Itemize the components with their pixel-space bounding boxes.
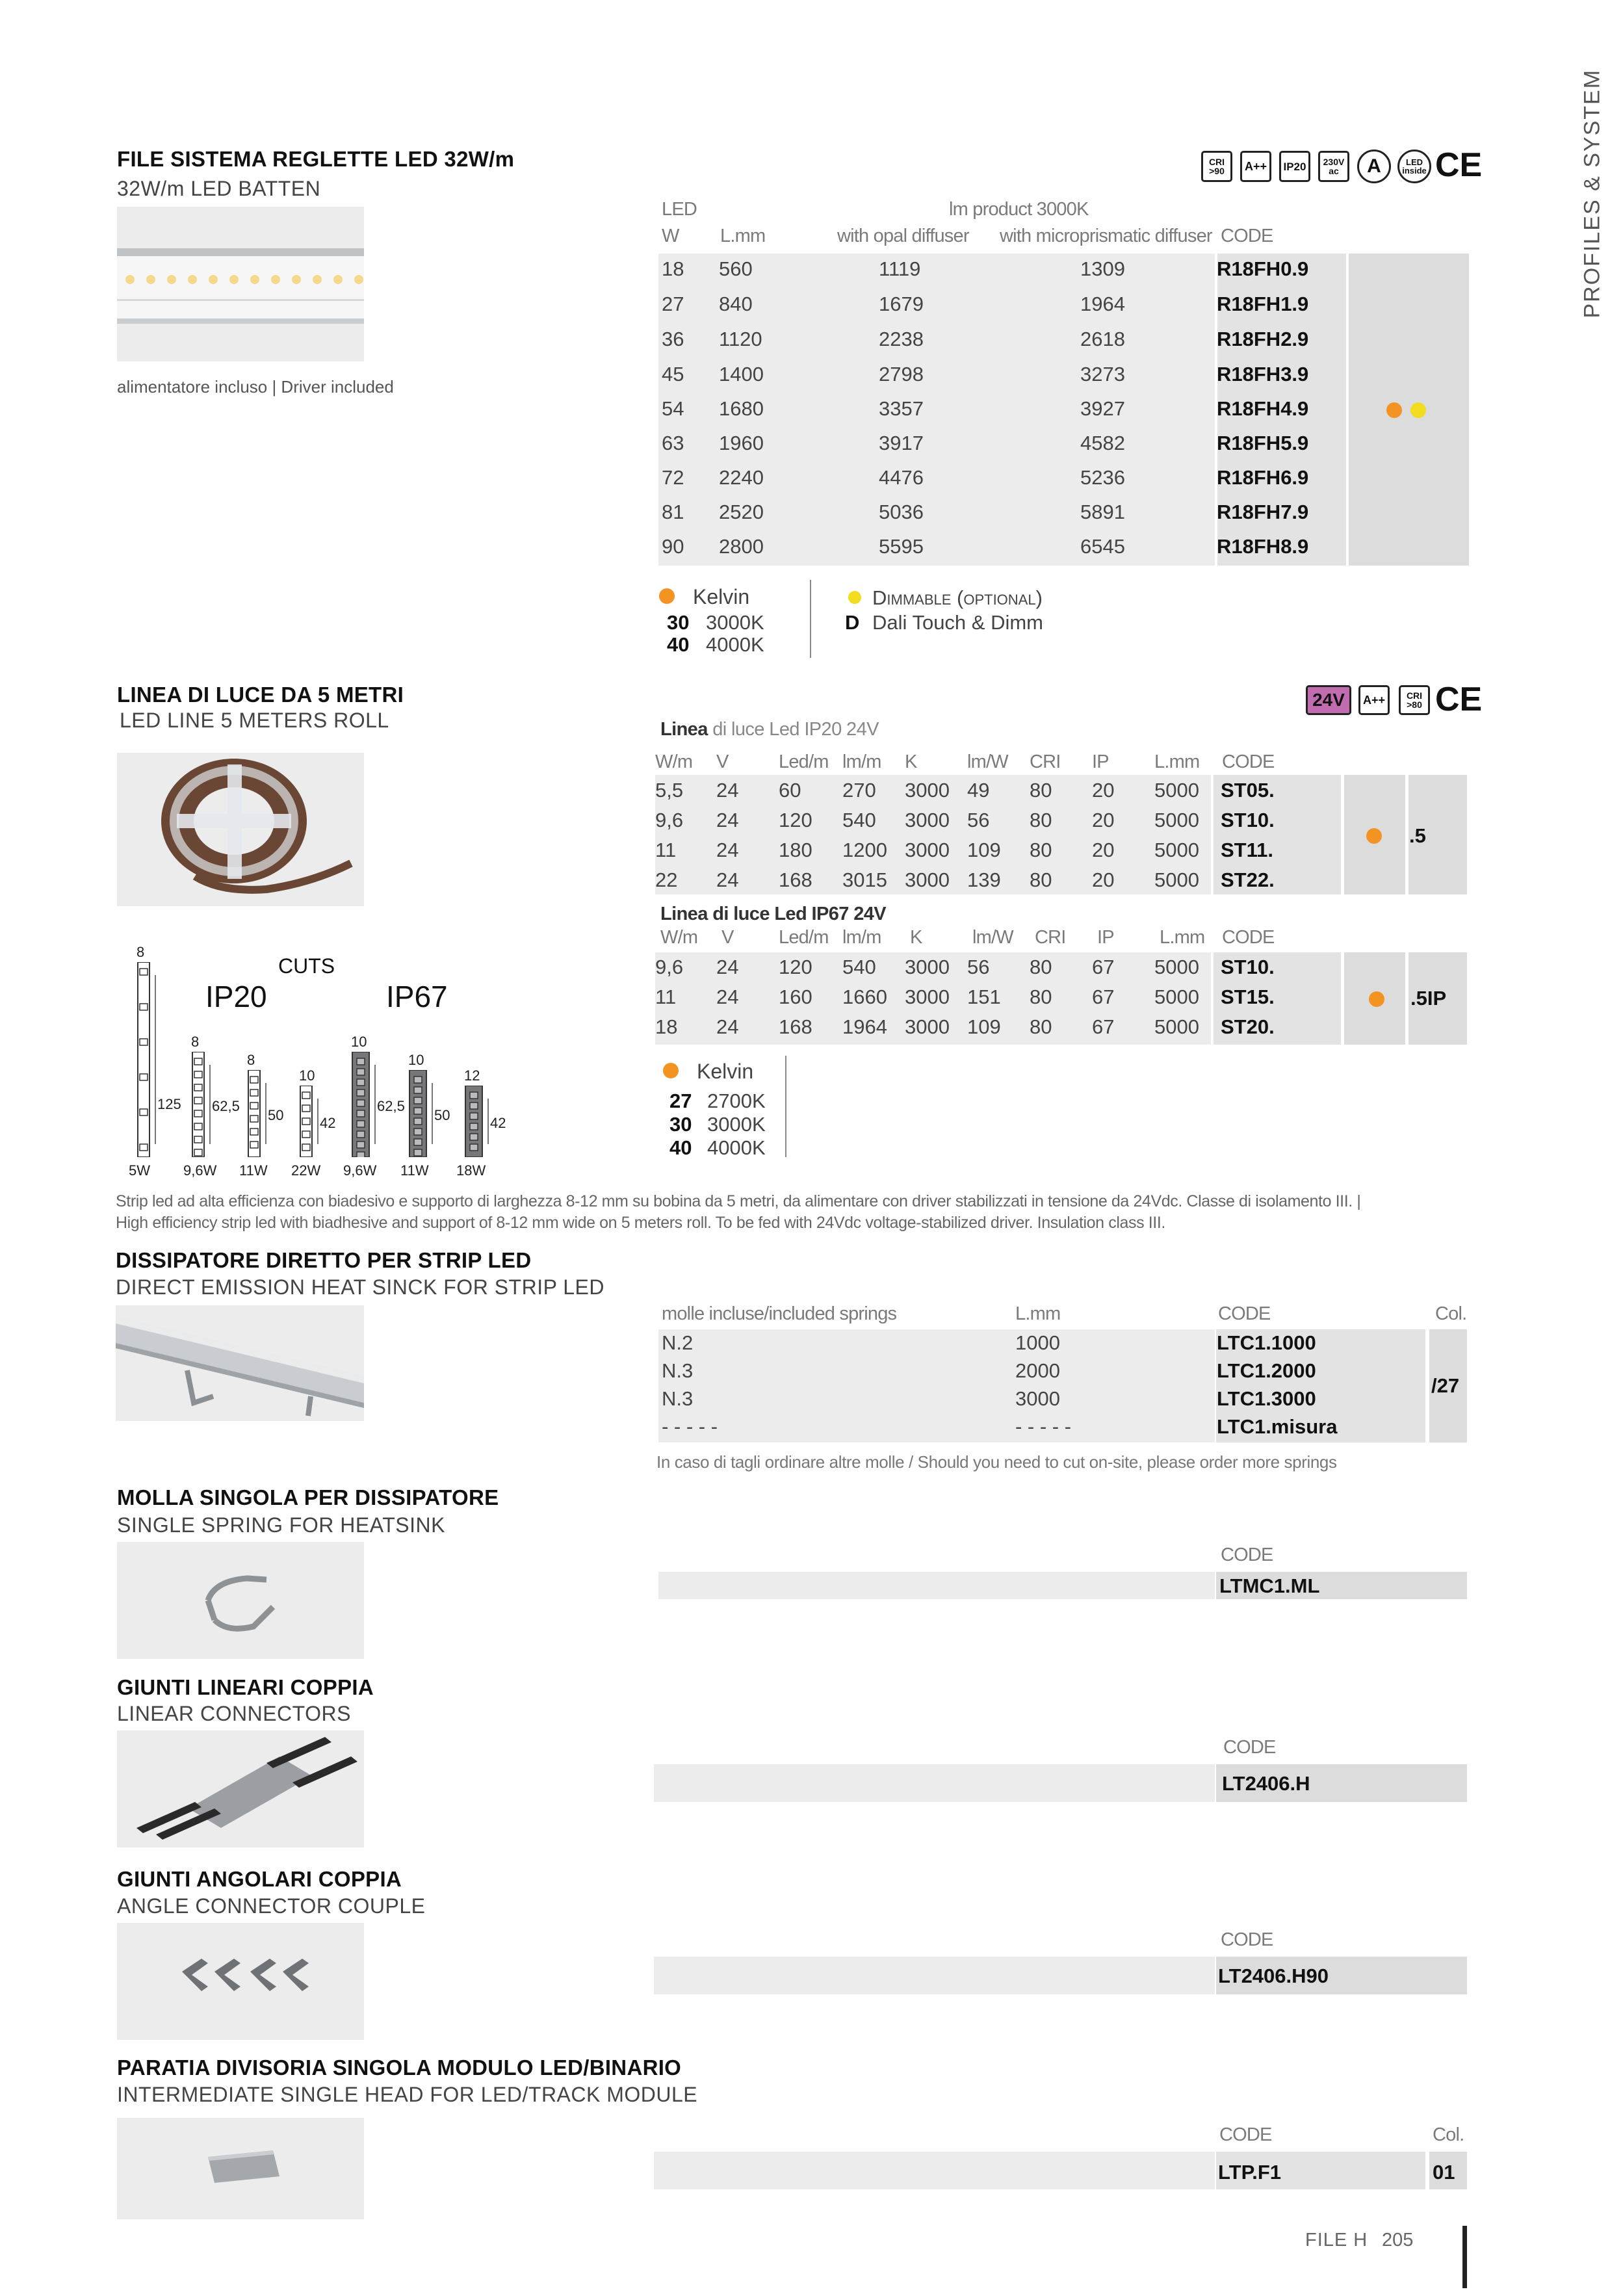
s2-t2-kelvin-dot [1369,991,1384,1007]
cut-strip-width: 10 [299,1067,315,1084]
s6-title-en: ANGLE CONNECTOR COUPLE [117,1894,426,1918]
s2-t1-h-cri: CRI [1030,751,1061,772]
s2-t1-cell-code: ST05. [1221,779,1275,802]
s1-legend-divider [810,580,811,658]
s1-cell-length: 1120 [719,328,762,350]
s1-h-code: CODE [1221,226,1273,246]
s1-cell-opal: 1679 [879,293,924,315]
s1-legend-dali: Dali Touch & Dimm [872,611,1044,634]
s1-cell-micro: 3927 [1080,397,1125,420]
s3-cell-code: LTC1.misura [1217,1415,1338,1438]
cut-strip-length: 42 [320,1115,336,1131]
s1-legend-k1-value: 3000K [706,611,764,634]
s2-t2-h-ip: IP [1097,927,1114,948]
s2-t2-h-lmm: L.mm [1160,927,1205,948]
s2-legend-a-value: 2700K [707,1089,766,1112]
s2-t1-h-ip: IP [1092,751,1109,772]
s5-code: LT2406.H [1222,1772,1310,1795]
s1-cell-code: R18FH7.9 [1217,501,1309,523]
s2-legend-divider [785,1056,786,1157]
s7-code: LTP.F1 [1218,2161,1282,2184]
s2-t2-cell-code: ST15. [1221,985,1275,1008]
s2-kelvin-legend-dot [663,1063,679,1078]
s2-legend-kelvin: Kelvin [697,1060,754,1083]
s1-cell-opal: 2238 [879,328,924,350]
s2-t2-cell-l: 5000 [1154,985,1199,1008]
s3-cell-springs: N.3 [662,1359,694,1382]
s2-t1-cell-ip: 20 [1092,839,1115,861]
s1-cell-opal: 3917 [879,432,924,454]
s1-cell-w: 36 [662,328,684,350]
s1-h-opal: with opal diffuser [837,226,969,246]
s4-band [658,1572,1215,1599]
s2-t1-h-code: CODE [1222,751,1275,772]
s2-t1-cell-code: ST22. [1221,868,1275,891]
s2-t2-cell-lmw: 56 [967,956,990,978]
s1-option-band [1349,254,1469,566]
s2-t1-cell-v: 24 [716,779,739,802]
s1-cell-length: 1400 [719,363,764,385]
s2-t2-cell-k: 3000 [905,1015,950,1038]
s1-cell-micro: 2618 [1080,328,1125,350]
cut-strip-watt: 11W [400,1162,429,1179]
footer-section: FILE H [1305,2230,1368,2250]
s2-t1-cell-k: 3000 [905,809,950,831]
s1-h-micro: with microprismatic diffuser [1000,226,1212,246]
s2-t1-h-k: K [905,751,917,772]
s6-title-it: GIUNTI ANGOLARI COPPIA [117,1867,402,1891]
s3-cell-springs: N.3 [662,1387,694,1410]
cut-strip-width: 12 [464,1067,480,1084]
s5-title-it: GIUNTI LINEARI COPPIA [117,1675,374,1699]
s2-t1-cell-k: 3000 [905,779,950,802]
s2-t2-h-v: V [721,927,734,948]
s2-t2-cell-v: 24 [716,1015,739,1038]
s1-cell-w: 27 [662,293,684,315]
s2-t1-h-lmw: lm/W [967,751,1008,772]
s1-note: alimentatore incluso | Driver included [117,377,394,397]
s2-t1-kelvin-dot [1366,828,1382,844]
linear-connectors-illustration [117,1730,364,1847]
cut-length-marker [209,1065,211,1144]
s2-t1-cell-lm: 540 [842,809,876,831]
cut-strip-watt: 22W [291,1162,321,1179]
cuts-title: CUTS [278,954,335,978]
s6-code-label: CODE [1221,1929,1273,1950]
s2-t1-cell-v: 24 [716,809,739,831]
s1-cell-w: 18 [662,257,684,280]
s2-t2-cell-code: ST10. [1221,956,1275,978]
s2-t1-cell-cri: 80 [1030,839,1052,861]
s1-legend-kelvin: Kelvin [693,585,750,608]
s2-t2-h-lmm_: lm/m [842,927,881,948]
s2-t1-cell-lmw: 49 [967,779,990,802]
s2-t1-cell-wm: 22 [655,868,678,891]
s3-cell-code: LTC1.1000 [1217,1331,1316,1354]
sidebar-title [1579,68,1605,319]
s2-t1-cell-v: 24 [716,839,739,861]
heatsink-photo [116,1305,364,1421]
s2-t2-h-ledm: Led/m [779,927,829,948]
s1-cell-code: R18FH3.9 [1217,363,1309,385]
s2-t2-cell-ip: 67 [1092,985,1115,1008]
s2-t1-cell-ledm: 60 [779,779,801,802]
s1-cell-micro: 1964 [1080,293,1125,315]
s2-t2-cell-lm: 1964 [842,1015,887,1038]
kelvin-option-dot [1386,402,1402,418]
s2-t1-cell-v: 24 [716,868,739,891]
s2-t2-cell-wm: 11 [655,985,677,1008]
s1-cell-w: 45 [662,363,684,385]
led-batten-photo [117,207,364,361]
s1-cell-opal: 2798 [879,363,924,385]
s2-t2-h-code: CODE [1222,927,1275,948]
s3-col-value: /27 [1431,1374,1460,1397]
s1-cell-w: 63 [662,432,684,454]
s2-legend-c-code: 40 [669,1136,692,1159]
s2-t1-h-v: V [716,751,729,772]
s1-cell-micro: 1309 [1080,257,1125,280]
cut-strip-watt: 9,6W [343,1162,377,1179]
s2-t2-suffix: .5IP [1410,987,1447,1010]
s1-cell-opal: 5036 [879,501,924,523]
s2-t1-cell-l: 5000 [1154,868,1199,891]
s2-t1-cell-lm: 1200 [842,839,887,861]
s1-legend-dimmable: Dimmable (optional) [872,586,1043,609]
s7-title-en: INTERMEDIATE SINGLE HEAD FOR LED/TRACK MODULE [117,2083,698,2106]
s1-cell-length: 2800 [719,535,764,558]
cut-strip-width: 8 [191,1034,200,1050]
cuts-diagram [117,936,520,1181]
s2-t1-cell-lmw: 139 [967,868,1001,891]
s2-t2-cell-v: 24 [716,985,739,1008]
cut-strip-watt: 11W [239,1162,268,1179]
s3-cell-length: 1000 [1015,1331,1060,1354]
cut-strip-width: 8 [136,944,145,960]
s3-h-lmm: L.mm [1015,1303,1061,1324]
s3-note: In caso di tagli ordinare altre molle / Should you need to cut on-site, please order more springs [656,1452,1337,1472]
linear-connectors-photo [117,1730,364,1847]
s3-cell-code: LTC1.2000 [1217,1359,1316,1382]
s3-cell-springs: - - - - - [662,1415,718,1438]
s2-t1-cell-cri: 80 [1030,809,1052,831]
spring-photo [117,1542,364,1659]
s2-t1-cell-wm: 5,5 [655,779,684,802]
ce-mark-icon: CE [1435,146,1483,184]
s2-t1-cell-code: ST11. [1221,839,1273,861]
intermediate-head-illustration [117,2118,364,2219]
s1-cell-opal: 3357 [879,397,924,420]
s3-cell-springs: N.2 [662,1331,694,1354]
s4-title-en: SINGLE SPRING FOR HEATSINK [117,1513,445,1537]
s1-cell-opal: 4476 [879,466,924,489]
s5-band [654,1764,1215,1802]
s2-t2-cell-ledm: 120 [779,956,812,978]
s2-t1-h-wm: W/m [655,751,693,772]
energy-class-icon-2: A++ [1358,685,1390,715]
cut-strip-length: 125 [157,1096,181,1112]
s2-t1-cell-code: ST10. [1221,809,1275,831]
s2-t2-cell-ip: 67 [1092,1015,1115,1038]
heatsink-illustration [116,1305,364,1421]
s2-t1-title-rest: di luce Led IP20 24V [707,719,879,740]
s4-code-label: CODE [1221,1545,1273,1565]
24v-badge-icon: 24V [1306,685,1351,715]
s2-t2-cell-lm: 1660 [842,985,887,1008]
s3-cell-length: - - - - - [1015,1415,1072,1438]
s2-t2-cell-ledm: 160 [779,985,812,1008]
s2-t2-cell-lmw: 151 [967,985,1001,1008]
s1-cell-w: 81 [662,501,684,523]
s2-t1-cell-l: 5000 [1154,809,1199,831]
s1-title-it: FILE SISTEMA REGLETTE LED 32W/m [117,147,515,171]
cut-strip [246,1070,262,1157]
s2-t2-h-cri: CRI [1035,927,1066,948]
dimmable-legend-dot [848,591,861,604]
s7-code-label: CODE [1219,2124,1272,2145]
s1-cell-length: 1960 [719,432,764,454]
s5-title-en: LINEAR CONNECTORS [117,1702,351,1725]
cut-strip-watt: 18W [456,1162,486,1179]
s5-code-label: CODE [1223,1737,1276,1758]
s1-title-en: 32W/m LED BATTEN [117,177,321,200]
s1-cell-w: 54 [662,397,684,420]
s2-title-en: LED LINE 5 METERS ROLL [120,709,389,732]
s2-t1-suffix: .5 [1409,824,1426,847]
s2-t2-h-lmw: lm/W [972,927,1013,948]
s3-cell-code: LTC1.3000 [1217,1387,1316,1410]
s1-cell-micro: 4582 [1080,432,1125,454]
s1-h-w: W [662,226,679,246]
s2-legend-b-code: 30 [669,1113,692,1136]
s7-col: 01 [1433,2161,1455,2184]
s2-description-en: High efficiency strip led with biadhesive and support of 8-12 mm wide on 5 meters roll. To be fed with 24Vdc voltage-stabilized driver. Insulation class III. [116,1214,1165,1232]
s2-t2-cell-ledm: 168 [779,1015,812,1038]
s2-t1-title-bold: Linea [660,719,708,740]
s2-t2-cell-lm: 540 [842,956,876,978]
s1-legend-k2-code: 40 [667,633,690,656]
angle-connectors-photo [117,1923,364,2040]
s7-band [654,2152,1215,2189]
a-mark-icon: A [1357,150,1391,183]
s3-band [658,1329,1215,1442]
s2-t1-cell-ledm: 120 [779,809,812,831]
s1-cell-length: 560 [719,257,753,280]
dimmable-option-dot [1410,402,1426,418]
s2-t1-cell-wm: 11 [655,839,677,861]
s2-t2-cell-v: 24 [716,956,739,978]
s3-h-code: CODE [1218,1303,1271,1324]
s2-t1-cell-ip: 20 [1092,868,1115,891]
s2-t1-cell-lmw: 109 [967,839,1001,861]
led-roll-photo [117,753,364,906]
angle-connectors-illustration [117,1923,364,2040]
s6-band [654,1957,1215,1994]
s1-cell-code: R18FH6.9 [1217,466,1309,489]
s2-t2-cell-cri: 80 [1030,1015,1052,1038]
s2-t1-title [660,719,879,740]
led-batten-illustration [117,207,364,361]
cut-strip-length: 50 [434,1107,450,1123]
cut-strip [408,1070,428,1157]
s1-cell-code: R18FH1.9 [1217,293,1309,315]
cut-strip-watt: 9,6W [183,1162,217,1179]
s1-cell-opal: 5595 [879,535,924,558]
ip20-icon: IP20 [1279,151,1310,182]
s2-title-it: LINEA DI LUCE DA 5 METRI [117,683,404,707]
cut-strip [136,962,151,1157]
s2-t2-cell-ip: 67 [1092,956,1115,978]
s2-t2-cell-l: 5000 [1154,1015,1199,1038]
s2-t1-cell-k: 3000 [905,839,950,861]
s3-h-col: Col. [1435,1303,1467,1324]
cut-length-marker [374,1065,376,1144]
voltage-icon: 230V ac [1318,151,1349,182]
s4-title-it: MOLLA SINGOLA PER DISSIPATORE [117,1485,499,1509]
s3-title-it: DISSIPATORE DIRETTO PER STRIP LED [116,1248,532,1272]
cut-strip-width: 10 [351,1034,367,1050]
s2-t2-cell-k: 3000 [905,956,950,978]
led-roll-illustration [117,753,364,906]
s2-t2-cell-lmw: 109 [967,1015,1001,1038]
s1-cell-code: R18FH4.9 [1217,397,1309,420]
cut-strip [350,1052,371,1157]
s2-t2-title: Linea di luce Led IP67 24V [660,904,887,924]
s1-cell-code: R18FH0.9 [1217,257,1309,280]
cut-strip-length: 50 [268,1107,284,1123]
s2-t2-cell-l: 5000 [1154,956,1199,978]
s2-t1-cell-ip: 20 [1092,809,1115,831]
cut-length-marker [265,1083,266,1144]
s1-legend-k2-value: 4000K [706,633,764,656]
s2-t1-cell-l: 5000 [1154,779,1199,802]
s3-h-springs: molle incluse/included springs [662,1303,897,1324]
s2-t1-cell-l: 5000 [1154,839,1199,861]
cut-strip-length: 62,5 [212,1098,240,1114]
s2-t1-h-lmm_: lm/m [842,751,881,772]
s1-cell-w: 90 [662,535,684,558]
s1-cell-opal: 1119 [879,257,921,280]
s1-cell-code: R18FH8.9 [1217,535,1309,558]
s2-t1-h-lmm: L.mm [1154,751,1200,772]
s1-h-lm-product: lm product 3000K [949,199,1089,220]
cri90-icon: CRI >90 [1201,151,1232,182]
cut-strip-width: 8 [247,1052,255,1068]
s1-cell-w: 72 [662,466,684,489]
s3-cell-length: 3000 [1015,1387,1060,1410]
s2-t1-cell-k: 3000 [905,868,950,891]
s1-legend-k1-code: 30 [667,611,690,634]
s2-description-it: Strip led ad alta efficienza con biadesivo e supporto di larghezza 8-12 mm su bobina da 5 metri, da alimentare con driver stabilizzati in tensione da 24Vdc. Classe di isolamento III. | [116,1192,1361,1210]
s2-t2-cell-cri: 80 [1030,985,1052,1008]
s1-cell-length: 840 [719,293,753,315]
s1-h-lmm: L.mm [720,226,766,246]
s2-t2-cell-k: 3000 [905,985,950,1008]
footer-rule [1462,2226,1467,2288]
energy-class-icon: A++ [1240,151,1271,182]
s2-t1-cell-cri: 80 [1030,868,1052,891]
s6-code: LT2406.H90 [1218,1964,1329,1987]
s2-t1-cell-lmw: 56 [967,809,990,831]
s2-t2-cell-cri: 80 [1030,956,1052,978]
s7-title-it: PARATIA DIVISORIA SINGOLA MODULO LED/BINARIO [117,2055,682,2080]
cuts-ip20-label: IP20 [205,980,267,1013]
s1-cell-code: R18FH5.9 [1217,432,1309,454]
s2-t1-cell-lm: 3015 [842,868,887,891]
cut-length-marker [155,975,156,1144]
cut-length-marker [432,1083,433,1144]
cut-strip-width: 10 [408,1052,424,1068]
cut-strip-length: 42 [490,1115,506,1131]
s2-t2-h-k: K [910,927,922,948]
footer-page-number: 205 [1382,2230,1414,2250]
s2-t1-cell-cri: 80 [1030,779,1052,802]
ce-mark-icon-2: CE [1435,681,1483,718]
s3-cell-length: 2000 [1015,1359,1060,1382]
cuts-ip67-label: IP67 [386,980,448,1013]
cut-strip [190,1052,206,1157]
s7-col-label: Col. [1433,2124,1464,2145]
s1-cell-micro: 3273 [1080,363,1125,385]
cut-strip [463,1086,484,1157]
s1-legend-dali-code: D [845,611,860,634]
s2-legend-c-value: 4000K [707,1136,766,1159]
sidebar-title-text: PROFILES & SYSTEM [1579,68,1605,319]
kelvin-legend-dot [659,588,675,604]
s4-code: LTMC1.ML [1219,1574,1320,1597]
cut-strip-watt: 5W [129,1162,150,1179]
cut-length-marker [487,1099,489,1144]
s2-t1-cell-ledm: 168 [779,868,812,891]
s1-cell-code: R18FH2.9 [1217,328,1309,350]
s2-t1-cell-ledm: 180 [779,839,812,861]
led-inside-icon: LED inside [1397,150,1431,183]
s1-cell-length: 2520 [719,501,764,523]
cut-strip-length: 62,5 [377,1098,405,1114]
intermediate-head-photo [117,2118,364,2219]
s2-t1-h-ledm: Led/m [779,751,829,772]
s2-t1-cell-ip: 20 [1092,779,1115,802]
s1-cell-length: 2240 [719,466,764,489]
s1-h-led: LED [662,199,697,220]
s2-legend-b-value: 3000K [707,1113,766,1136]
s2-t2-h-wm: W/m [660,927,698,948]
s2-t1-cell-wm: 9,6 [655,809,684,831]
cut-length-marker [317,1099,318,1144]
s2-t1-cell-lm: 270 [842,779,876,802]
cut-strip [298,1086,314,1157]
s1-cell-micro: 5236 [1080,466,1125,489]
s3-title-en: DIRECT EMISSION HEAT SINCK FOR STRIP LED [116,1275,604,1299]
s1-cell-micro: 5891 [1080,501,1125,523]
s1-cell-micro: 6545 [1080,535,1125,558]
s1-cell-length: 1680 [719,397,764,420]
s2-t2-cell-wm: 9,6 [655,956,684,978]
cri80-icon: CRI >80 [1399,685,1430,715]
s2-t2-cell-wm: 18 [655,1015,678,1038]
s2-legend-a-code: 27 [669,1089,692,1112]
s2-t2-cell-code: ST20. [1221,1015,1275,1038]
spring-illustration [117,1542,364,1659]
